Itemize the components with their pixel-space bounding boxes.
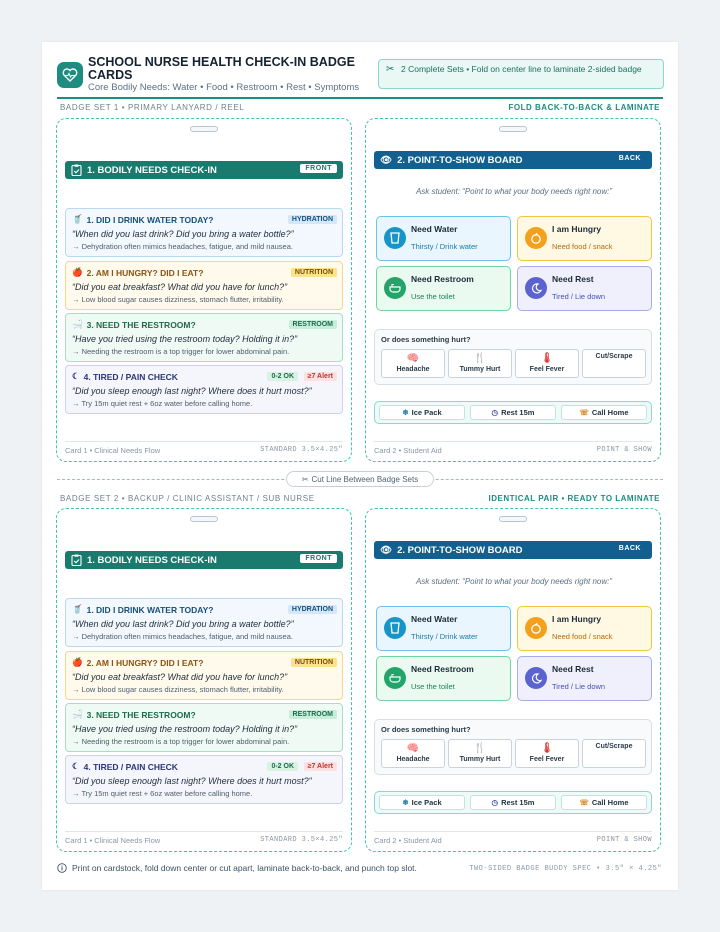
call-home-button[interactable]: ☏ Call Home — [561, 795, 647, 810]
tile-need-restroom[interactable]: Need Restroom Use the toilet — [376, 656, 511, 701]
set1-label: BADGE SET 1 • PRIMARY LANYARD / REEL — [60, 103, 245, 112]
tile-need-restroom[interactable]: Need Restroom Use the toilet — [376, 266, 511, 311]
spec-label: TWO-SIDED BADGE BUDDY SPEC • 3.5" × 4.25" — [469, 865, 662, 873]
clock-icon: ◷ — [491, 408, 499, 417]
card-footer: Card 2 • Student Aid POINT & SHOW — [374, 441, 652, 455]
feel-fever-button[interactable]: 🌡 Feel Fever — [515, 349, 579, 378]
pain-ok-badge: 0-2 OK — [267, 762, 298, 771]
snowflake-icon: ❄ — [402, 798, 409, 807]
cut-scrape-button[interactable]: Cut/Scrape — [582, 739, 646, 768]
set1-right-label: FOLD BACK-TO-BACK & LAMINATE — [508, 103, 660, 112]
page-title: SCHOOL NURSE HEALTH CHECK-IN BADGE CARDS — [88, 55, 355, 82]
apple-icon — [525, 227, 547, 249]
tile-hungry[interactable]: I am Hungry Need food / snack — [517, 606, 652, 651]
info-icon — [57, 863, 67, 873]
ask-student-text: Ask student: “Point to what your body needs right now:” — [415, 187, 613, 196]
fold-note: ✂ 2 Complete Sets • Fold on center line to laminate 2-sided badge — [378, 59, 664, 89]
question-tired-pain: ☾ 4. TIRED / PAIN CHECK 0-2 OK ≥7 Alert “Did you sleep enough last night? Where does it hurt most?” → Try 15m quiet rest + 6oz water before calling home. — [65, 755, 343, 804]
headache-button[interactable]: 🧠 Headache — [381, 349, 445, 378]
hurt-label: Or does something hurt? — [381, 725, 471, 734]
question-restroom: 🛁 3. NEED THE RESTROOM? RESTROOM “Have you tried using the restroom today? Holding it in?” → Needing the restroom is a top trigger for lower abdominal pain. — [65, 703, 343, 752]
question-food: 🍎 2. AM I HUNGRY? DID I EAT? NUTRITION “Did you eat breakfast? What did you have for lunch?” → Low blood sugar causes dizziness, stomach flutter, irritability. — [65, 651, 343, 700]
page-subtitle: Core Bodily Needs: Water • Food • Restroom • Rest • Symptoms — [88, 82, 360, 93]
card-title-bar: 1. BODILY NEEDS CHECK-IN FRONT — [65, 161, 343, 179]
tile-need-rest[interactable]: Need Rest Tired / Lie down — [517, 266, 652, 311]
front-card — [56, 118, 352, 462]
back-card — [365, 508, 661, 852]
punch-slot — [190, 516, 218, 522]
front-tag: FRONT — [300, 554, 337, 563]
tile-need-water[interactable]: Need Water Thirsty / Drink water — [376, 216, 511, 261]
call-home-button[interactable]: ☏ Call Home — [561, 405, 647, 420]
bath-icon: 🛁 — [72, 319, 83, 329]
restroom-badge: RESTROOM — [289, 320, 337, 329]
front-card — [56, 508, 352, 852]
snowflake-icon: ❄ — [402, 408, 409, 417]
rest-15m-button[interactable]: ◷ Rest 15m — [470, 795, 556, 810]
card-footer: Card 1 • Clinical Needs Flow STANDARD 3.5×4.25" — [65, 441, 343, 455]
question-restroom: 🛁 3. NEED THE RESTROOM? RESTROOM “Have you tried using the restroom today? Holding it in?” → Needing the restroom is a top trigger for lower abdominal pain. — [65, 313, 343, 362]
card-footer: Card 1 • Clinical Needs Flow STANDARD 3.5×4.25" — [65, 831, 343, 845]
cut-line-label: ✂ Cut Line Between Badge Sets — [286, 471, 434, 487]
moon-icon — [525, 277, 547, 299]
cup-icon: 🥤 — [72, 214, 83, 224]
nutrition-badge: NUTRITION — [291, 658, 337, 667]
hurt-panel — [374, 719, 652, 775]
pain-alert-badge: ≥7 Alert — [304, 762, 337, 771]
apple-icon: 🍎 — [72, 267, 83, 277]
header-rule — [57, 97, 663, 99]
back-tag: BACK — [618, 545, 641, 552]
phone-icon: ☏ — [579, 798, 589, 807]
clipboard-icon — [71, 554, 82, 566]
utensils-icon: 🍴 — [473, 353, 487, 364]
utensils-icon: 🍴 — [473, 743, 487, 754]
pain-alert-badge: ≥7 Alert — [304, 372, 337, 381]
back-tag: BACK — [618, 155, 641, 162]
set2-right-label: IDENTICAL PAIR • READY TO LAMINATE — [488, 494, 660, 503]
moon-icon: ☾ — [72, 761, 80, 771]
bath-icon — [384, 667, 406, 689]
scissors-icon: ✂ — [386, 64, 395, 75]
restroom-badge: RESTROOM — [289, 710, 337, 719]
tile-need-rest[interactable]: Need Rest Tired / Lie down — [517, 656, 652, 701]
punch-slot — [499, 126, 527, 132]
clock-icon: ◷ — [491, 798, 499, 807]
hurt-panel — [374, 329, 652, 385]
phone-icon: ☏ — [579, 408, 589, 417]
headache-button[interactable]: 🧠 Headache — [381, 739, 445, 768]
action-row — [374, 791, 652, 814]
bath-icon — [384, 277, 406, 299]
tile-need-water[interactable]: Need Water Thirsty / Drink water — [376, 606, 511, 651]
card-title-bar: 👁 2. POINT-TO-SHOW BOARD BACK — [374, 541, 652, 559]
scissors-icon: ✂ — [301, 474, 309, 484]
badge-sheet — [42, 42, 678, 890]
cup-icon: 🥤 — [72, 604, 83, 614]
set2-label: BADGE SET 2 • BACKUP / CLINIC ASSISTANT / SUB NURSE — [60, 494, 315, 503]
brain-icon: 🧠 — [406, 743, 420, 754]
ice-pack-button[interactable]: ❄ Ice Pack — [379, 795, 465, 810]
punch-slot — [499, 516, 527, 522]
print-instructions: Print on cardstock, fold down center or cut apart, laminate back-to-back, and punch top slot. — [57, 863, 417, 873]
brain-icon: 🧠 — [406, 353, 420, 364]
question-tired-pain: ☾ 4. TIRED / PAIN CHECK 0-2 OK ≥7 Alert “Did you sleep enough last night? Where does it hurt most?” → Try 15m quiet rest + 6oz water before calling home. — [65, 365, 343, 414]
feel-fever-button[interactable]: 🌡 Feel Fever — [515, 739, 579, 768]
heart-pulse-icon — [57, 62, 83, 88]
eye-icon: 👁 — [380, 154, 393, 166]
pain-ok-badge: 0-2 OK — [267, 372, 298, 381]
ice-pack-button[interactable]: ❄ Ice Pack — [379, 405, 465, 420]
card-title-bar: 1. BODILY NEEDS CHECK-IN FRONT — [65, 551, 343, 569]
eye-icon: 👁 — [380, 544, 393, 556]
action-row — [374, 401, 652, 424]
tile-hungry[interactable]: I am Hungry Need food / snack — [517, 216, 652, 261]
thermometer-icon: 🌡 — [540, 353, 554, 364]
question-food: 🍎 2. AM I HUNGRY? DID I EAT? NUTRITION “Did you eat breakfast? What did you have for lunch?” → Low blood sugar causes dizziness, stomach flutter, irritability. — [65, 261, 343, 310]
cut-scrape-button[interactable]: Cut/Scrape — [582, 349, 646, 378]
hydration-badge: HYDRATION — [288, 605, 337, 614]
ask-student-text: Ask student: “Point to what your body needs right now:” — [415, 577, 613, 586]
tummy-hurt-button[interactable]: 🍴 Tummy Hurt — [448, 739, 512, 768]
moon-icon — [525, 667, 547, 689]
apple-icon: 🍎 — [72, 657, 83, 667]
question-water: 🥤 1. DID I DRINK WATER TODAY? HYDRATION “When did you last drink? Did you bring a water bottle?” → Dehydration often mimics headaches, fatigue, and mild nausea. — [65, 598, 343, 647]
apple-icon — [525, 617, 547, 639]
clipboard-icon — [71, 164, 82, 176]
question-water: 🥤 1. DID I DRINK WATER TODAY? HYDRATION “When did you last drink? Did you bring a water bottle?” → Dehydration often mimics headaches, fatigue, and mild nausea. — [65, 208, 343, 257]
cup-icon — [384, 227, 406, 249]
moon-icon: ☾ — [72, 371, 80, 381]
thermometer-icon: 🌡 — [540, 743, 554, 754]
punch-slot — [190, 126, 218, 132]
hurt-label: Or does something hurt? — [381, 335, 471, 344]
card-title-bar: 👁 2. POINT-TO-SHOW BOARD BACK — [374, 151, 652, 169]
tummy-hurt-button[interactable]: 🍴 Tummy Hurt — [448, 349, 512, 378]
cup-icon — [384, 617, 406, 639]
back-card — [365, 118, 661, 462]
nutrition-badge: NUTRITION — [291, 268, 337, 277]
rest-15m-button[interactable]: ◷ Rest 15m — [470, 405, 556, 420]
card-footer: Card 2 • Student Aid POINT & SHOW — [374, 831, 652, 845]
bath-icon: 🛁 — [72, 709, 83, 719]
front-tag: FRONT — [300, 164, 337, 173]
hydration-badge: HYDRATION — [288, 215, 337, 224]
